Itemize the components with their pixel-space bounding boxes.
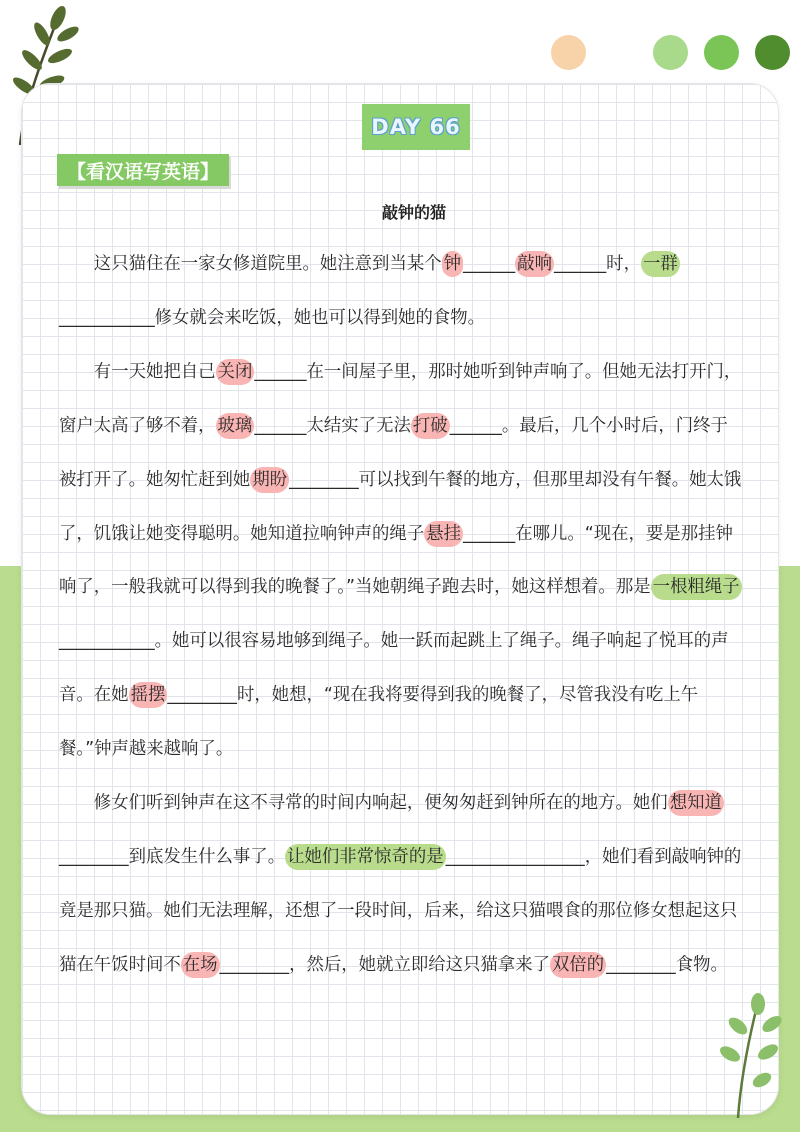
leaf-sprig-icon	[700, 990, 790, 1120]
text-segment: ________食物。	[606, 954, 728, 975]
text-segment: ______太结实了无法	[254, 415, 411, 436]
highlighted-word: 双倍的	[550, 952, 606, 978]
section-label: 【看汉语写英语】	[57, 154, 229, 186]
paragraph-3	[59, 777, 745, 993]
text-segment: ________可以找到午餐的地方，但那里却没有午餐。她太饿了，饥饿让她变得聪明。她知道拉响钟声的绳子	[59, 469, 742, 544]
dot-2	[602, 35, 637, 70]
text-segment: ___________。她可以很容易地够到绳子。她一跃而起跳上了绳子。绳子响起了悦耳的声音。在她	[59, 631, 729, 706]
highlighted-word: 钟	[442, 251, 463, 277]
highlighted-word: 敲响	[515, 251, 554, 277]
highlighted-word: 期盼	[250, 467, 289, 493]
day-badge	[362, 104, 470, 150]
text-segment: 有一天她把自己	[93, 361, 216, 382]
highlighted-word: 一根粗绳子	[651, 574, 742, 600]
text-segment: ______在哪儿。“现在，要是那挂钟响了，一般我就可以得到我的晚餐了。”当她朝绳子跑去时，她这样想着。那是	[59, 523, 733, 598]
dot-3	[653, 35, 688, 70]
paragraph-1	[59, 238, 745, 346]
day-label: DAY 66	[371, 115, 461, 139]
text-segment: ______时，	[554, 254, 641, 274]
story-text	[59, 238, 745, 993]
dot-4	[704, 35, 739, 70]
dot-1	[551, 35, 586, 70]
text-segment: ________________，她们看到敲响钟的竟是那只猫。她们无法理解，还想了一段时间，后来，给这只猫喂食的那位修女想起这只猫在午饭时间不	[59, 846, 742, 975]
highlighted-word: 打破	[411, 413, 450, 439]
highlighted-word: 关闭	[216, 359, 255, 385]
dot-5	[755, 35, 790, 70]
highlighted-word: 悬挂	[424, 521, 463, 547]
highlighted-word: 在场	[181, 952, 220, 978]
highlighted-word: 想知道	[668, 790, 724, 816]
text-segment: ________到底发生什么事了。	[59, 846, 286, 867]
text-segment: 这只猫住在一家女修道院里。她注意到当某个	[93, 254, 442, 274]
highlighted-word: 让她们非常惊奇的是	[285, 844, 446, 870]
highlighted-word: 一群	[641, 251, 680, 277]
text-segment: 修女们听到钟声在这不寻常的时间内响起，便匆匆赶到钟所在的地方。她们	[93, 793, 668, 814]
text-segment: ___________修女就会来吃饭，她也可以得到她的食物。	[59, 307, 486, 328]
paragraph-2	[59, 346, 745, 777]
text-segment: ________，然后，她就立即给这只猫拿来了	[219, 954, 550, 975]
text-segment: ______	[463, 254, 516, 274]
highlighted-word: 玻璃	[216, 413, 255, 439]
story-title: 敲钟的猫	[381, 203, 446, 222]
highlighted-word: 摇摆	[129, 682, 168, 708]
text-segment: ______在一间屋子里，那时她听到钟声响了。但她无法打开门，窗户太高了够不着，	[59, 361, 742, 436]
decorative-dots	[551, 35, 790, 70]
text-segment: ________时，她想，“现在我将要得到我的晚餐了，尽管我没有吃上午餐。”钟声越来越响了。	[59, 685, 699, 760]
text-segment: ______。最后，几个小时后，门终于被打开了。她匆忙赶到她	[59, 415, 728, 490]
